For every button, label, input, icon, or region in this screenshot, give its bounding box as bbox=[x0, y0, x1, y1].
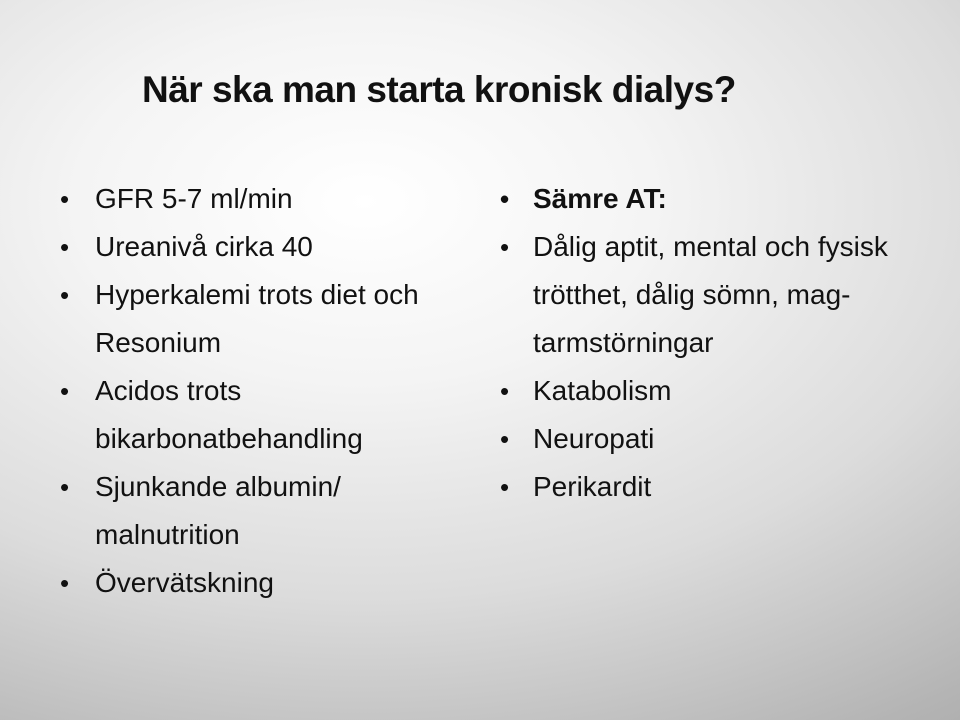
left-bullet-list bbox=[60, 175, 480, 607]
bullet-pericarditis: • Perikardit bbox=[500, 463, 930, 511]
bullet-acidosis: • Acidos trots bikarbonatbehandling bbox=[60, 367, 480, 463]
bullet-overhydration: • Övervätskning bbox=[60, 559, 480, 607]
bullet-gfr: • GFR 5-7 ml/min bbox=[60, 175, 480, 223]
bullet-symptoms: • Dålig aptit, mental och fysisk trötthet, dålig sömn, mag-tarmstörningar bbox=[500, 223, 930, 367]
bullet-catabolism: • Katabolism bbox=[500, 367, 930, 415]
slide-title: När ska man starta kronisk dialys? bbox=[142, 69, 736, 110]
bullet-worse-general-condition: • Sämre AT: bbox=[500, 175, 930, 223]
bullet-hyperkalemia: • Hyperkalemi trots diet och Resonium bbox=[60, 271, 480, 367]
bullet-albumin: • Sjunkande albumin/ malnutrition bbox=[60, 463, 480, 559]
bullet-urea: • Ureanivå cirka 40 bbox=[60, 223, 480, 271]
bullet-neuropathy: • Neuropati bbox=[500, 415, 930, 463]
right-bullet-list bbox=[500, 175, 930, 511]
